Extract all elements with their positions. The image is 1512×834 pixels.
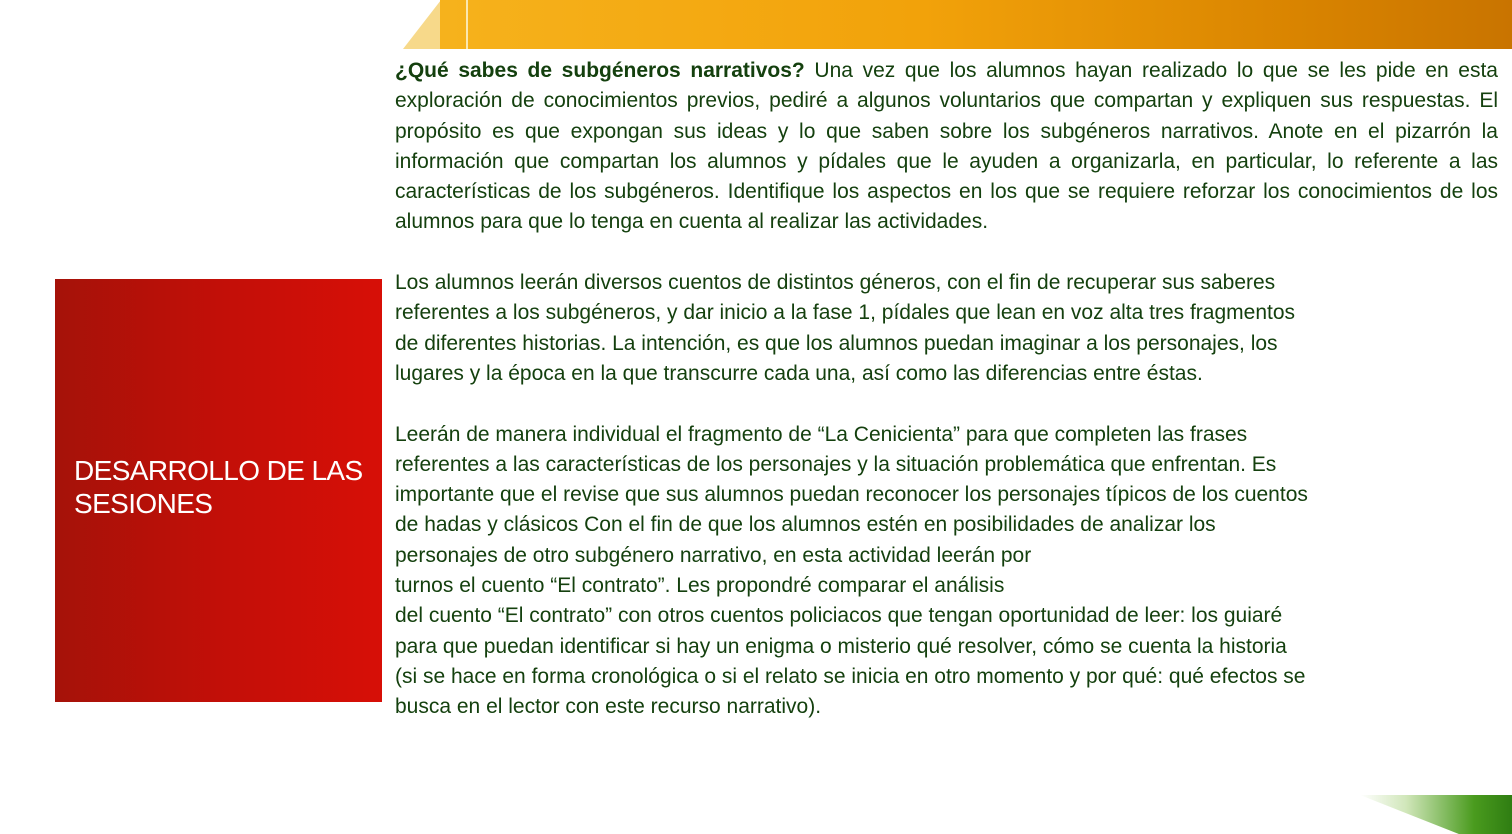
text-line: Los alumnos leerán diversos cuentos de distintos géneros, con el fin de recuperar sus saberes	[395, 271, 1276, 295]
header-band-divider	[466, 0, 468, 49]
text-line: lugares y la época en la que transcurre cada una, así como las diferencias entre éstas.	[395, 361, 1203, 385]
section-title-panel	[55, 279, 382, 702]
paragraph-gap	[395, 389, 1498, 419]
text-line: de hadas y clásicos Con el fin de que los alumnos estén en posibilidades de analizar los	[395, 513, 1216, 537]
text-line: del cuento “El contrato” con otros cuentos policiacos que tengan oportunidad de leer: los guiaré	[395, 604, 1283, 628]
text-line: para que puedan identificar si hay un enigma o misterio qué resolver, cómo se cuenta la historia	[395, 634, 1287, 658]
header-band-slant	[403, 0, 441, 49]
lead-question: ¿Qué sabes de subgéneros narrativos?	[395, 59, 805, 82]
text-line: de diferentes historias. La intención, es que los alumnos puedan imaginar a los personajes, los	[395, 331, 1278, 355]
section-title	[74, 454, 374, 520]
text-line: importante que el revise que sus alumnos puedan reconocer los personajes típicos de los cuentos	[395, 483, 1308, 507]
paragraph-reading-stories	[395, 268, 1498, 389]
footer-accent-stripe	[1360, 795, 1512, 834]
paragraph-exploration	[395, 56, 1498, 238]
paragraph-cinderella	[395, 420, 1498, 723]
text-line: personajes de otro subgénero narrativo, en esta actividad leerán por	[395, 543, 1032, 567]
text-line: (si se hace en forma cronológica o si el relato se inicia en otro momento y por qué: qué efectos se	[395, 664, 1306, 688]
text-line: referentes a los subgéneros, y dar inicio a la fase 1, pídales que lean en voz alta tres fragmentos	[395, 301, 1296, 325]
session-description	[395, 56, 1498, 723]
text-line: Leerán de manera individual el fragmento de “La Cenicienta” para que completen las frases	[395, 422, 1248, 446]
text-line: referentes a las características de los personajes y la situación problemática que enfrentan. Es	[395, 452, 1277, 476]
text-line: busca en el lector con este recurso narrativo).	[395, 695, 822, 719]
text-line: turnos el cuento “El contrato”. Les propondré comparar el análisis	[395, 574, 1005, 598]
paragraph-gap	[395, 238, 1498, 268]
paragraph-exploration-text: Una vez que los alumnos hayan realizado lo que se les pide en esta exploración de conocimientos previos, pediré a algunos voluntarios que compartan y expliquen sus respuestas. El propósito es que expongan sus ideas y lo que saben sobre los subgéneros narrativos. Anote en el pizarrón la información que compartan los alumnos y pídales que le ayuden a organizarla, en particular, lo referente a las características de los subgéneros. Identifique los aspectos en los que se requiere reforzar los conocimientos de los alumnos para que lo tenga en cuenta al realizar las actividades.	[395, 59, 1498, 234]
header-band	[440, 0, 1512, 49]
section-title-line2: SESIONES	[74, 488, 213, 519]
section-title-line1: DESARROLLO DE LAS	[74, 455, 363, 486]
